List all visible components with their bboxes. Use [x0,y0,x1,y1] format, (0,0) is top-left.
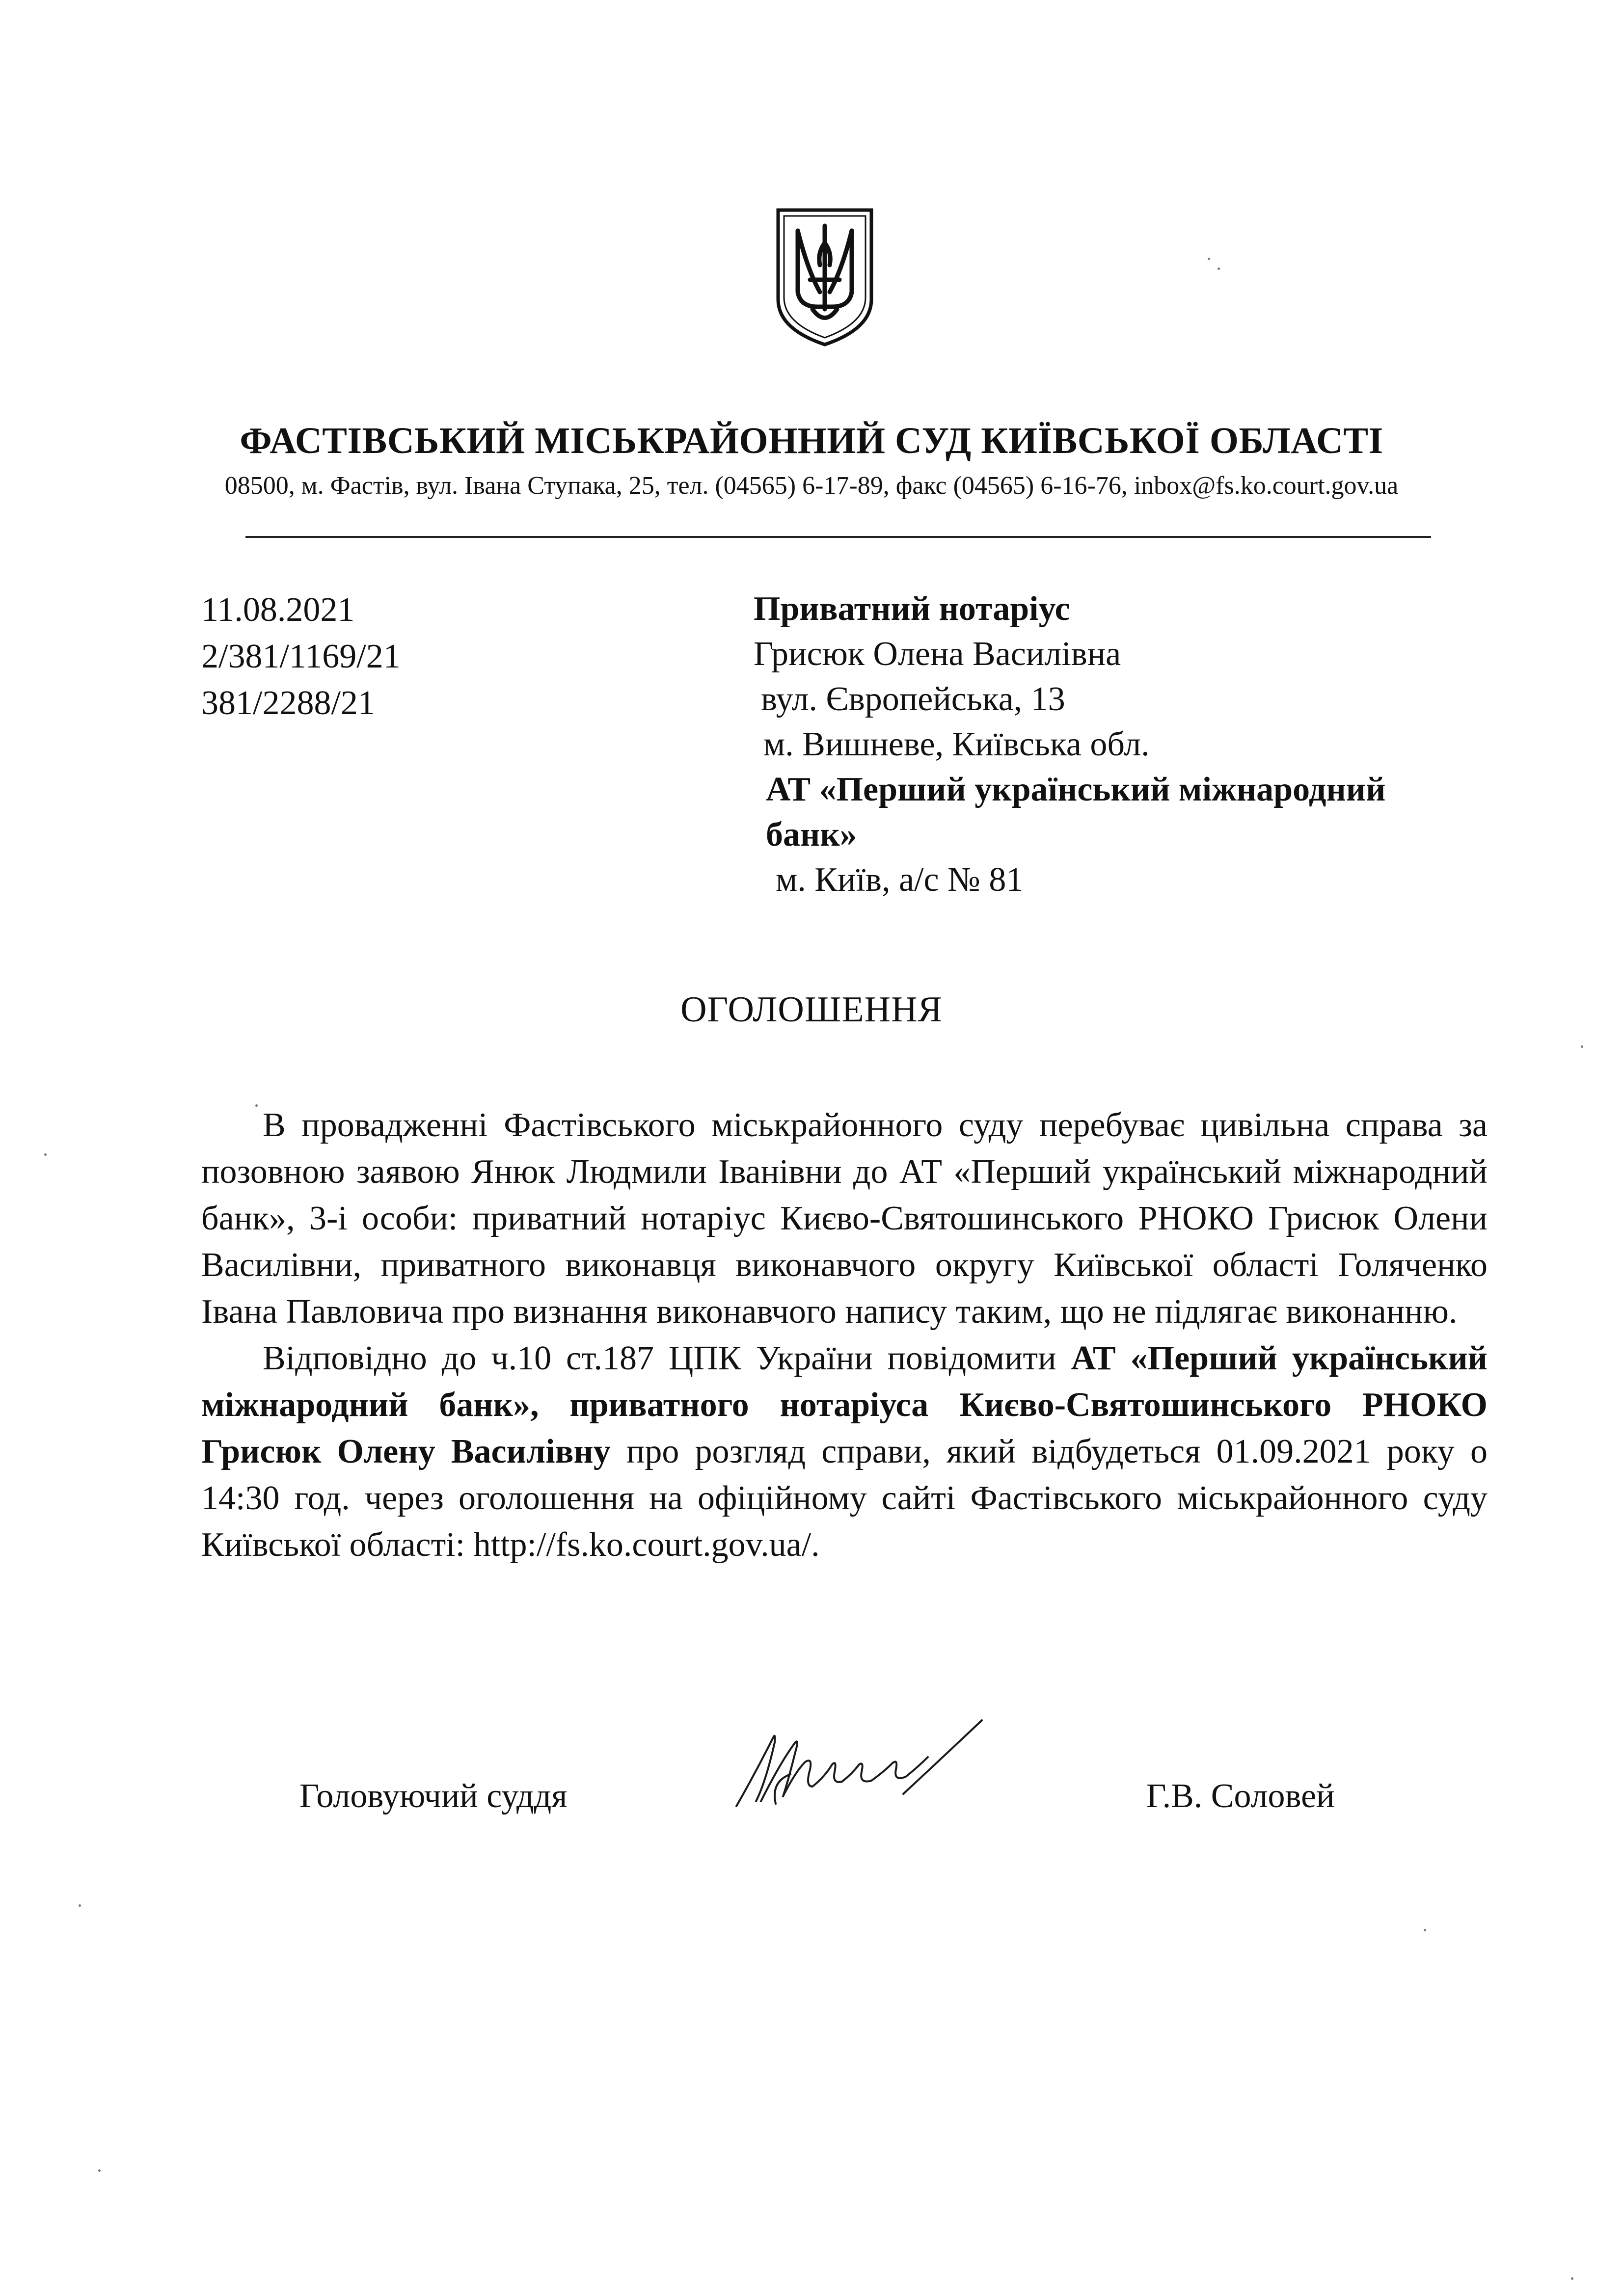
scan-speck [98,2169,101,2172]
notice-body [201,1102,1488,1568]
document-date: 11.08.2021 [201,591,355,629]
notice-paragraph: В провадженні Фастівського міськрайонного суду перебуває цивільна справа за позовною заявою Янюк Людмили Іванівни до АТ «Перший український міжнародний банк», 3-і особи: приватний нотаріус Києво-Святошинського РНОКО Грисюк Олени Василівни, приватного виконавця виконавчого округу Київської області Голяченко Івана Павловича про визнання виконавчого напису таким, що не підлягає виконанню. [201,1106,1488,1331]
court-name: ФАСТІВСЬКИЙ МІСЬКРАЙОННИЙ СУД КИЇВСЬКОЇ ОБЛАСТІ [240,420,1383,461]
scan-speck [1571,2277,1573,2280]
addressee-notary-street: вул. Європейська, 13 [761,680,1065,718]
header-divider [245,536,1431,538]
scan-speck [1208,258,1210,260]
notice-text: про розгляд справи, який відбудеться 01.09.2021 року о 14:30 год. через оголошення на офіційному сайті Фастівського міськрайонного суду Київської області: http://fs.ko.court.gov.ua/. [201,1433,1488,1564]
scan-speck [1581,1045,1583,1048]
notice-title: ОГОЛОШЕННЯ [680,989,943,1030]
scan-speck [1217,267,1220,270]
case-number: 2/381/1169/21 [201,638,401,675]
notice-paragraph [201,1335,1488,1568]
coat-of-arms-icon [773,206,876,348]
addressee-bank-address: м. Київ, а/с № 81 [776,861,1024,899]
handwritten-signature [727,1708,1001,1821]
scan-speck [1424,1929,1426,1931]
addressee-bank-name-cont: банк» [766,816,857,854]
notice-parties: АТ «Перший український міжнародний банк», приватного нотаріуса Києво-Святошинського РНОКО Грисюк Олену Василівну [201,1339,1488,1470]
judge-role: Головуючий суддя [299,1777,568,1815]
addressee-bank-name: АТ «Перший український міжнародний [766,771,1386,808]
court-address: 08500, м. Фастів, вул. Івана Ступака, 25, тел. (04565) 6-17-89, факс (04565) 6-16-76, inbox@fs.ko.court.gov.ua [224,472,1399,500]
scan-speck [44,1153,47,1156]
notice-text: Відповідно до ч.10 ст.187 ЦПК України повідомити [263,1339,1071,1377]
judge-name: Г.В. Соловей [1146,1777,1335,1815]
scan-speck [79,1904,81,1907]
addressee-notary-name: Грисюк Олена Василівна [754,635,1121,673]
addressee-notary-city: м. Вишневе, Київська обл. [763,725,1150,763]
scan-speck [255,1104,258,1107]
addressee-notary-title: Приватний нотаріус [754,590,1070,628]
document-meta [201,587,401,726]
case-number: 381/2288/21 [201,684,375,722]
